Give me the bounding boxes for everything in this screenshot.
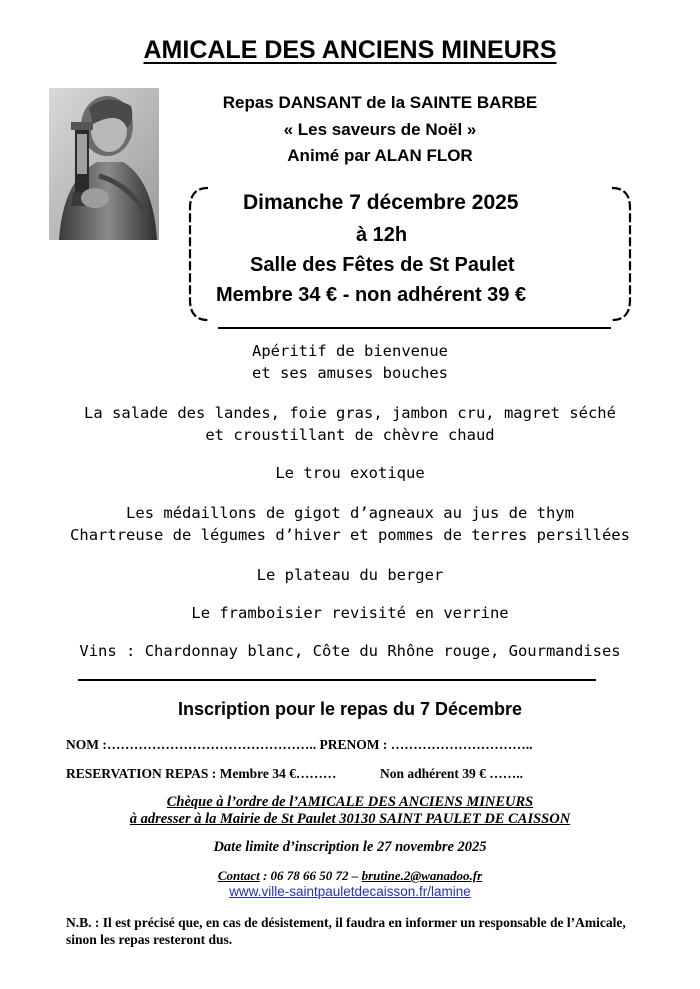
menu-item: La salade des landes, foie gras, jambon cru, magret séché — [84, 404, 616, 422]
intro-line-1: Repas DANSANT de la SAINTE BARBE — [222, 93, 538, 112]
event-time: à 12h — [356, 224, 408, 246]
left-bracket-decoration — [186, 186, 212, 322]
menu-item: Chartreuse de légumes d’hiver et pommes de terres persillées — [70, 526, 630, 544]
right-bracket-decoration — [608, 186, 634, 322]
intro-line-2: « Les saveurs de Noël » — [283, 120, 477, 139]
website-link[interactable]: www.ville-saintpauletdecaisson.fr/lamine — [229, 884, 471, 899]
note-text: N.B. : Il est précisé que, en cas de désistement, il faudra en informer un responsable de l’Amicale, sinon les repas resteront dus. — [66, 915, 626, 947]
saint-barbe-statue-image — [49, 88, 159, 240]
inscription-heading: Inscription pour le repas du 7 Décembre — [177, 699, 523, 719]
menu-item: Apéritif de bienvenue — [252, 342, 448, 360]
event-date: Dimanche 7 décembre 2025 — [243, 191, 519, 214]
menu-item: et ses amuses bouches — [252, 364, 448, 382]
contact-email-link[interactable]: brutine.2@wanadoo.fr — [361, 868, 483, 883]
reservation-member-field[interactable]: RESERVATION REPAS : Membre 34 €……… — [66, 766, 337, 781]
menu-item: Le trou exotique — [275, 464, 425, 482]
divider-top — [218, 327, 611, 329]
menu-item: Le plateau du berger — [256, 566, 444, 584]
divider-bottom — [78, 679, 596, 681]
reservation-non-member-field[interactable]: Non adhérent 39 € …….. — [380, 766, 524, 781]
menu-item: Le framboisier revisité en verrine — [191, 604, 509, 622]
menu-item: et croustillant de chèvre chaud — [205, 426, 495, 444]
cheque-address-line: à adresser à la Mairie de St Paulet 30130 SAINT PAULET DE CAISSON — [129, 811, 571, 827]
event-price: Membre 34 € - non adhérent 39 € — [216, 284, 527, 306]
contact-line — [0, 868, 700, 884]
event-venue: Salle des Fêtes de St Paulet — [250, 254, 515, 276]
contact-label: Contact — [217, 868, 260, 883]
menu-item: Les médaillons de gigot d’agneaux au jus de thym — [126, 504, 574, 522]
main-title: AMICALE DES ANCIENS MINEURS — [143, 36, 557, 64]
deadline-text: Date limite d’inscription le 27 novembre 2025 — [213, 839, 487, 855]
cheque-payee-line: Chèque à l’ordre de l’AMICALE DES ANCIENS MINEURS — [166, 794, 534, 810]
intro-line-3: Animé par ALAN FLOR — [287, 146, 473, 165]
name-prenom-field[interactable]: NOM :……………………………………….. PRENOM : ………………………….. — [66, 737, 533, 752]
menu-item: Vins : Chardonnay blanc, Côte du Rhône rouge, Gourmandises — [79, 642, 621, 660]
contact-phone: : 06 78 66 50 72 – — [259, 868, 362, 883]
